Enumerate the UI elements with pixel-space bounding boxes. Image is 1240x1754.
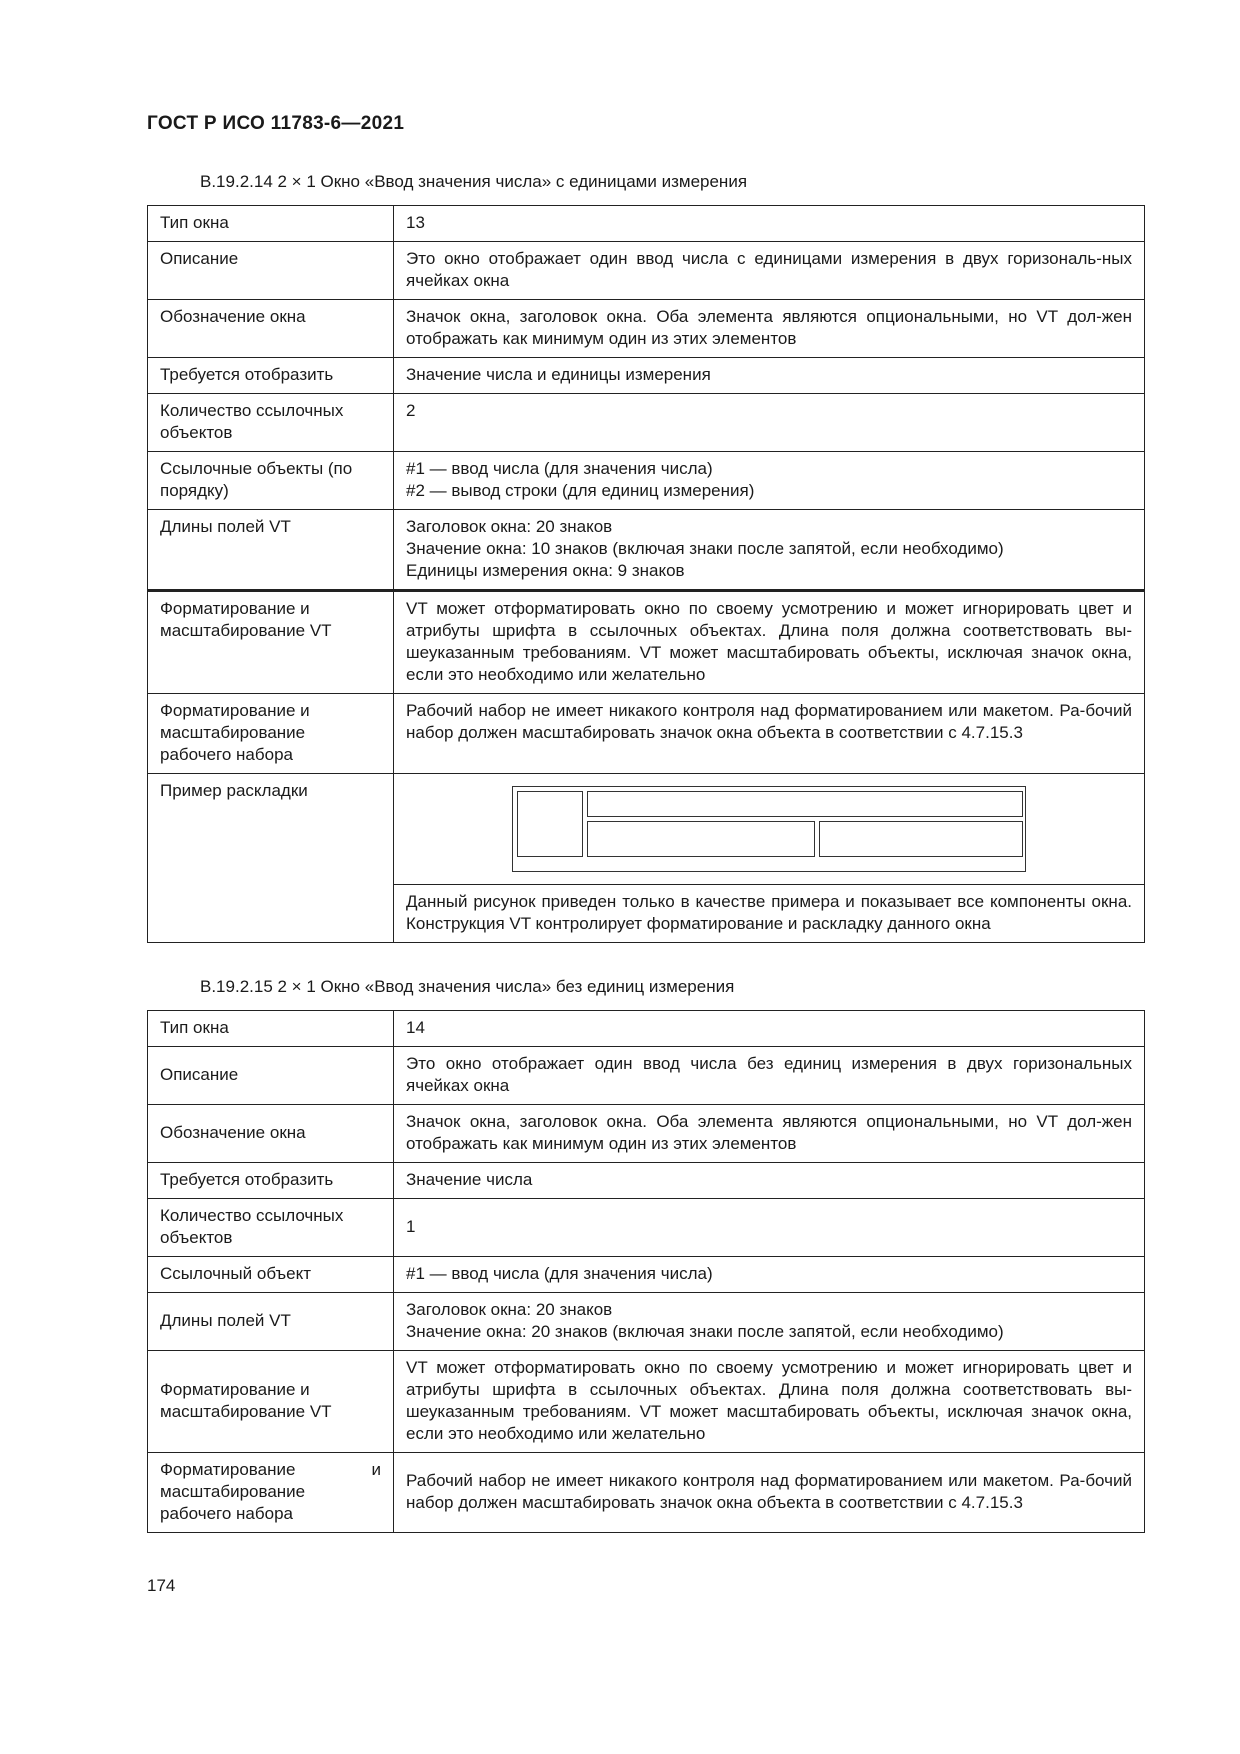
table-row: [148, 1199, 1145, 1257]
row-label: Длины полей VT: [148, 1293, 394, 1351]
row-value: [394, 510, 1145, 591]
table-row: [148, 591, 1145, 694]
row-value: VT может отформатировать окно по своему усмотрению и может игнорировать цвет и атрибуты шрифта в ссылочных объектах. Длина поля должна соответствовать вы-шеуказанным требованиям. VT может масштабировать объекты, исключая значок окна, если это необходимо или желательно: [394, 1351, 1145, 1453]
value-line: Значение окна: 10 знаков (включая знаки после запятой, если необходимо): [406, 539, 1004, 558]
table-row: [148, 358, 1145, 394]
layout-figure-cell: [394, 774, 1145, 885]
row-label: Требуется отобразить: [148, 358, 394, 394]
table-row: [148, 242, 1145, 300]
value-line: #1 — ввод числа (для значения числа): [406, 459, 713, 478]
row-label: Длины полей VT: [148, 510, 394, 591]
value-line: Заголовок окна: 20 знаков: [406, 1300, 613, 1319]
row-label: Форматирование и масштабирование VT: [148, 1351, 394, 1453]
row-label: Количество ссылочных объектов: [148, 1199, 394, 1257]
layout-diagram: [512, 786, 1026, 872]
table-row: [148, 1293, 1145, 1351]
window-icon-box: [517, 791, 583, 857]
table2-caption: B.19.2.15 2 × 1 Окно «Ввод значения числа» без единиц измерения: [200, 977, 735, 996]
table1: [147, 205, 1145, 943]
table-row: [148, 694, 1145, 774]
table-row: [148, 206, 1145, 242]
table-row: [148, 394, 1145, 452]
row-value: Значок окна, заголовок окна. Оба элемента являются опциональными, но VT дол-жен отображать как минимум один из этих элементов: [394, 1105, 1145, 1163]
row-label: Описание: [148, 242, 394, 300]
table-row: [148, 1453, 1145, 1533]
row-value: Рабочий набор не имеет никакого контроля над форматированием или макетом. Ра-бочий набор должен масштабировать значок окна объекта в соответствии с 4.7.15.3: [394, 694, 1145, 774]
row-value: 2: [394, 394, 1145, 452]
value-line: Значение окна: 20 знаков (включая знаки после запятой, если необходимо): [406, 1322, 1004, 1341]
row-value: 13: [394, 206, 1145, 242]
table-row: [148, 1047, 1145, 1105]
row-label: Форматирование и масштабирование рабочего набора: [148, 1453, 394, 1533]
table-row: [148, 452, 1145, 510]
row-label: Требуется отобразить: [148, 1163, 394, 1199]
table1-caption: B.19.2.14 2 × 1 Окно «Ввод значения числа» с единицами измерения: [200, 172, 748, 191]
row-value: Данный рисунок приведен только в качестве примера и показывает все компоненты окна. Конструкция VT контролирует форматирование и раскладку данного окна: [394, 885, 1145, 943]
row-label: Пример раскладки: [148, 774, 394, 943]
row-label: Тип окна: [148, 206, 394, 242]
table-row: [148, 1163, 1145, 1199]
row-label: Форматирование и масштабирование VT: [148, 591, 394, 694]
row-value: Это окно отображает один ввод числа без единиц измерения в двух горизональных ячейках окна: [394, 1047, 1145, 1105]
row-value: Значение числа: [394, 1163, 1145, 1199]
table-row: [148, 1257, 1145, 1293]
row-value: Значение числа и единицы измерения: [394, 358, 1145, 394]
row-value: Рабочий набор не имеет никакого контроля над форматированием или макетом. Ра-бочий набор должен масштабировать значок окна объекта в соответствии с 4.7.15.3: [394, 1453, 1145, 1533]
page-number: 174: [147, 1576, 176, 1595]
row-label: Обозначение окна: [148, 300, 394, 358]
row-value: Значок окна, заголовок окна. Оба элемента являются опциональными, но VT дол-жен отображать как минимум один из этих элементов: [394, 300, 1145, 358]
row-value: [394, 1293, 1145, 1351]
row-value: 14: [394, 1011, 1145, 1047]
document-header: ГОСТ Р ИСО 11783-6—2021: [147, 113, 405, 134]
row-label: Количество ссылочных объектов: [148, 394, 394, 452]
row-label: Описание: [148, 1047, 394, 1105]
row-label: Обозначение окна: [148, 1105, 394, 1163]
table-row: [148, 1351, 1145, 1453]
row-value: 1: [394, 1199, 1145, 1257]
table2: [147, 1010, 1145, 1533]
table-row: [148, 300, 1145, 358]
value-line: Заголовок окна: 20 знаков: [406, 517, 613, 536]
row-value: [394, 452, 1145, 510]
table-row: [148, 1011, 1145, 1047]
number-value-box: [587, 821, 815, 857]
value-line: Единицы измерения окна: 9 знаков: [406, 561, 685, 580]
row-value: VT может отформатировать окно по своему усмотрению и может игнорировать цвет и атрибуты шрифта в ссылочных объектах. Длина поля должна соответствовать вы-шеуказанным требованиям. VT может масштабировать объекты, исключая значок окна, если это необходимо или желательно: [394, 591, 1145, 694]
row-label: Ссылочные объекты (по порядку): [148, 452, 394, 510]
units-box: [819, 821, 1023, 857]
row-label: Ссылочный объект: [148, 1257, 394, 1293]
value-line: #2 — вывод строки (для единиц измерения): [406, 481, 755, 500]
row-value: Это окно отображает один ввод числа с единицами измерения в двух горизональ-ных ячейках окна: [394, 242, 1145, 300]
table-row: [148, 510, 1145, 591]
row-value: #1 — ввод числа (для значения числа): [394, 1257, 1145, 1293]
table-row: [148, 774, 1145, 885]
table-row: [148, 1105, 1145, 1163]
window-title-box: [587, 791, 1023, 817]
row-label: Форматирование и масштабирование рабочего набора: [148, 694, 394, 774]
row-label: Тип окна: [148, 1011, 394, 1047]
